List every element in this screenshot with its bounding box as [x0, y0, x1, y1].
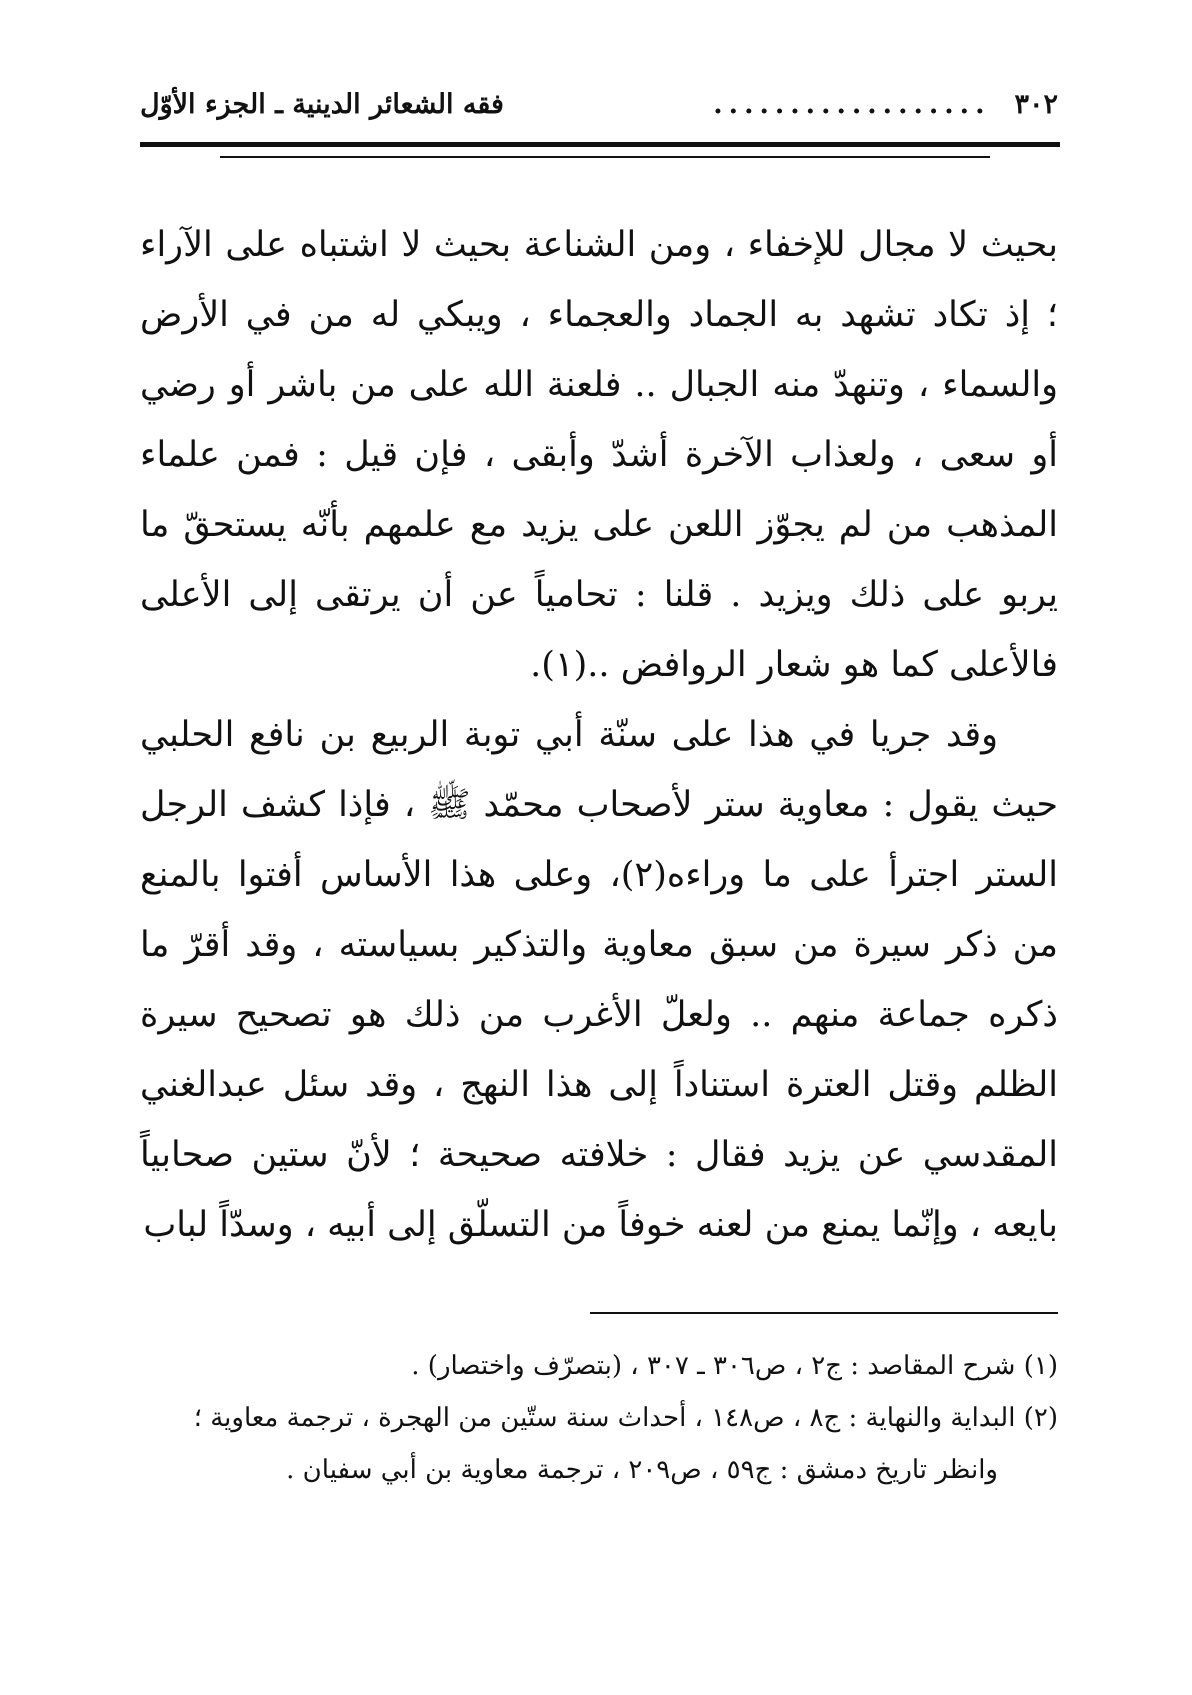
- footnote-2-continued: وانظر تاريخ دمشق : ج٥٩ ، ص٢٠٩ ، ترجمة معاوية بن أبي سفيان .: [286, 1455, 998, 1485]
- footnote-1: (١) شرح المقاصد : ج٢ ، ص٣٠٦ ـ ٣٠٧ ، (بتصرّف واختصار) .: [411, 1351, 1058, 1381]
- page-number: ٣٠٢: [1014, 88, 1058, 120]
- running-title: فقه الشعائر الدينية ـ الجزء الأوّل: [140, 88, 504, 120]
- footnotes: [140, 1340, 1058, 1496]
- running-header: [140, 82, 1058, 126]
- footnote-separator: [590, 1312, 1058, 1314]
- header-rule-thick: [140, 142, 1060, 147]
- main-text: [140, 210, 1058, 1260]
- paragraph-1: بحيث لا مجال للإخفاء ، ومن الشناعة بحيث لا اشتباه على الآراء ؛ إذ تكاد تشهد به الجماد والعجماء ، ويبكي له من في الأرض والسماء ، وتنهدّ منه الجبال .. فلعنة الله على من باشر أو رضي أو سعى ، ولعذاب الآخرة أشدّ وأبقى ، فإن قيل : فمن علماء المذهب من لم يجوّز اللعن على يزيد مع علمهم بأنّه يستحقّ ما يربو على ذلك ويزيد . قلنا : تحامياً عن أن يرتقى إلى الأعلى فالأعلى كما هو شعار الروافض ..(١).: [140, 225, 1058, 685]
- header-rule-thin: [220, 156, 990, 158]
- paragraph-2: وقد جريا في هذا على سنّة أبي توبة الربيع بن نافع الحلبي حيث يقول : معاوية ستر لأصحاب محمّد ﷺ ، فإذا كشف الرجل الستر اجترأ على ما وراءه(٢)، وعلى هذا الأساس أفتوا بالمنع من ذكر سيرة من سبق معاوية والتذكير بسياسته ، وقد أقرّ ما ذكره جماعة منهم .. ولعلّ الأغرب من ذلك هو تصحيح سيرة الظلم وقتل العترة استناداً إلى هذا النهج ، وقد سئل عبدالغني المقدسي عن يزيد فقال : خلافته صحيحة ؛ لأنّ ستين صحابياً بايعه ، وإنّما يمنع من لعنه خوفاً من التسلّق إلى أبيه ، وسدّاً لباب: [140, 715, 1058, 1245]
- header-leader-dots: ..................: [713, 88, 991, 120]
- footnote-2: (٢) البداية والنهاية : ج٨ ، ص١٤٨ ، أحداث سنة ستّين من الهجرة ، ترجمة معاوية ؛: [193, 1403, 1058, 1433]
